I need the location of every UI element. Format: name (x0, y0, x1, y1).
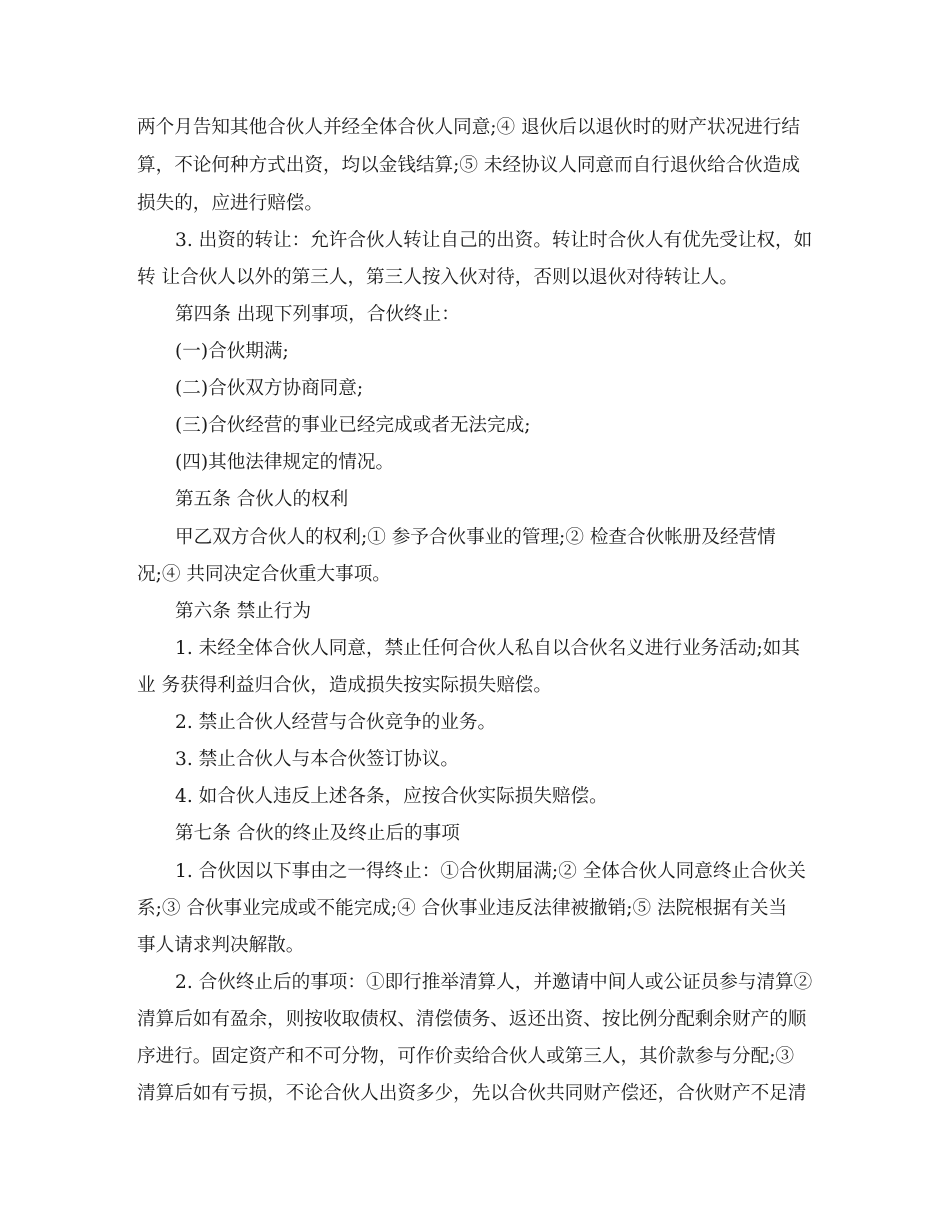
list-item: (三)合伙经营的事业已经完成或者无法完成; (175, 415, 531, 436)
text-line: 2. 禁止合伙人经营与合伙竞争的业务。 (175, 712, 497, 733)
text-line: 序进行。固定资产和不可分物，可作价卖给合伙人或第三人，其价款参与分配;③ (137, 1046, 795, 1067)
section-heading: 第六条 禁止行为 (175, 601, 312, 622)
text-line: 清算后如有盈余，则按收取债权、清偿债务、返还出资、按比例分配剩余财产的顺 (137, 1009, 807, 1030)
section-heading: 第七条 合伙的终止及终止后的事项 (175, 823, 460, 844)
text-line: 况;④ 共同决定合伙重大事项。 (137, 564, 391, 585)
text-line: 甲乙双方合伙人的权利;① 参予合伙事业的管理;② 检查合伙帐册及经营情 (175, 527, 776, 548)
section-heading: 第四条 出现下列事项，合伙终止： (175, 304, 460, 325)
text-line: 4. 如合伙人违反上述各条，应按合伙实际损失赔偿。 (175, 786, 608, 807)
text-line: 损失的，应进行赔偿。 (137, 193, 323, 214)
list-item: (二)合伙双方协商同意; (175, 378, 364, 399)
text-line: 1. 未经全体合伙人同意，禁止任何合伙人私自以合伙名义进行业务活动;如其 (175, 638, 800, 659)
text-line: 3. 禁止合伙人与本合伙签订协议。 (175, 749, 459, 770)
text-line: 事人请求判决解散。 (137, 935, 305, 956)
text-line: 业 务获得利益归合伙，造成损失按实际损失赔偿。 (137, 675, 552, 696)
text-line: 系;③ 合伙事业完成或不能完成;④ 合伙事业违反法律被撤销;⑤ 法院根据有关当 (137, 898, 788, 919)
text-line: 转 让合伙人以外的第三人，第三人按入伙对待，否则以退伙对待转让人。 (137, 267, 738, 288)
text-line: 3. 出资的转让：允许合伙人转让自己的出资。转让时合伙人有优先受让权，如 (175, 230, 813, 251)
text-line: 两个月告知其他合伙人并经全体合伙人同意;④ 退伙后以退伙时的财产状况进行结 (137, 117, 800, 138)
text-line: 算，不论何种方式出资，均以金钱结算;⑤ 未经协议人同意而自行退伙给合伙造成 (137, 155, 800, 176)
text-line: 1. 合伙因以下事由之一得终止：①合伙期届满;② 全体合伙人同意终止合伙关 (175, 861, 806, 882)
text-line: 2. 合伙终止后的事项：①即行推举清算人，并邀请中间人或公证员参与清算② (175, 972, 813, 993)
section-heading: 第五条 合伙人的权利 (175, 489, 349, 510)
list-item: (一)合伙期满; (175, 341, 289, 362)
list-item: (四)其他法律规定的情况。 (175, 452, 395, 473)
text-line: 清算后如有亏损，不论合伙人出资多少，先以合伙共同财产偿还，合伙财产不足清 (137, 1083, 807, 1104)
